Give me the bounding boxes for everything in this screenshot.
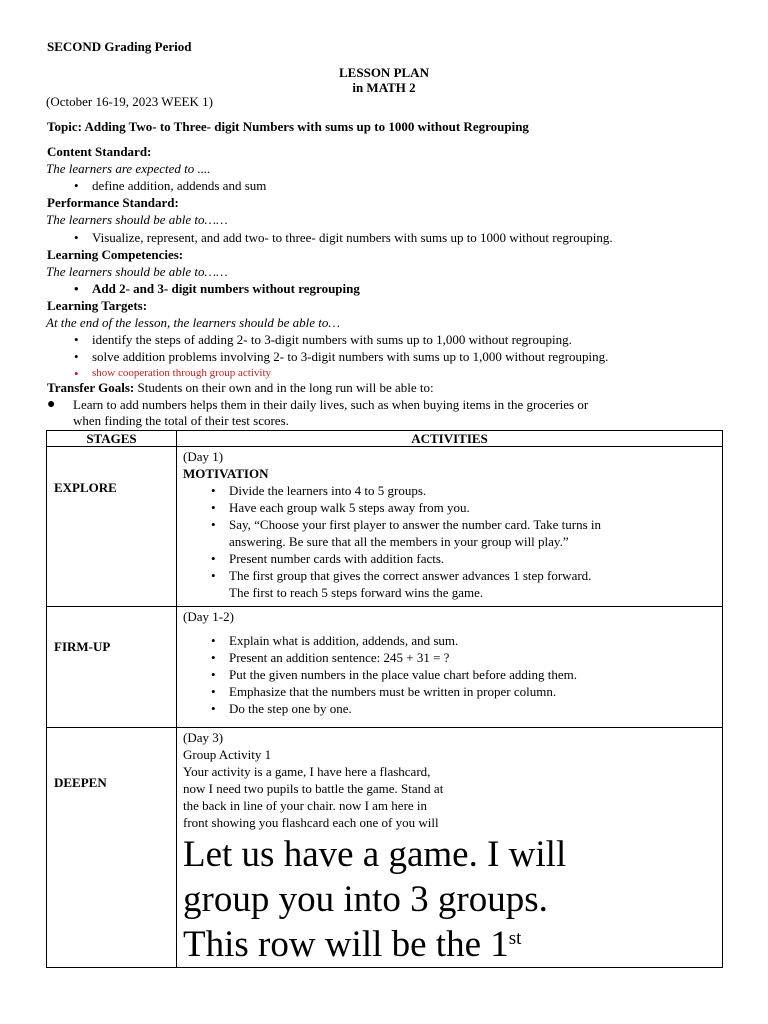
list-item: • Present number cards with addition facts. <box>207 550 746 567</box>
performance-standard-intro: The learners should be able to…… <box>46 212 228 227</box>
list-item: • Divide the learners into 4 to 5 groups. <box>207 482 746 499</box>
explore-list <box>207 482 746 601</box>
activities-header: ACTIVITIES <box>177 431 723 447</box>
table-row <box>47 728 723 968</box>
group-activity-label: Group Activity 1 <box>183 747 272 762</box>
list-item: • Emphasize that the numbers must be written in proper column. <box>207 683 746 700</box>
learning-targets-intro: At the end of the lesson, the learners should be able to… <box>46 315 340 330</box>
list-item: • The first group that gives the correct answer advances 1 step forward. The first to reach 5 steps forward wins the game. <box>207 567 746 601</box>
day-label: (Day 1-2) <box>183 609 234 624</box>
learning-competencies-intro: The learners should be able to…… <box>46 264 228 279</box>
learning-targets-list <box>70 331 608 382</box>
title-line-2: in MATH 2 <box>352 80 416 95</box>
table-header-row <box>47 431 723 447</box>
deepen-line: now I need two pupils to battle the game. Stand at <box>183 781 444 796</box>
stage-deepen: DEEPEN <box>54 775 107 790</box>
day-label: (Day 1) <box>183 449 224 464</box>
title-line-1: LESSON PLAN <box>339 65 429 80</box>
transfer-goals-text: Students on their own and in the long run will be able to: <box>134 380 434 395</box>
performance-standard-heading: Performance Standard: <box>47 195 179 210</box>
stage-cell <box>47 728 177 968</box>
deepen-line: front showing you flashcard each one of you will <box>183 815 439 830</box>
transfer-goal-line-1: Learn to add numbers helps them in their daily lives, such as when buying items in the groceries or <box>73 397 589 412</box>
table-row <box>47 447 723 607</box>
big-text <box>183 832 722 967</box>
list-item: • define addition, addends and sum <box>70 177 266 194</box>
list-item: • Put the given numbers in the place value chart before adding them. <box>207 666 746 683</box>
list-item: • Add 2- and 3- digit numbers without regrouping <box>70 280 360 297</box>
content-standard-intro: The learners are expected to .... <box>46 161 211 176</box>
list-item: • show cooperation through group activity <box>70 365 608 382</box>
date-line: (October 16-19, 2023 WEEK 1) <box>46 94 213 109</box>
stage-cell <box>47 607 177 728</box>
stage-firm-up: FIRM-UP <box>54 639 111 654</box>
table-row <box>47 607 723 728</box>
big-text-line: group you into 3 groups. <box>183 879 548 920</box>
list-item: • Explain what is addition, addends, and sum. <box>207 632 746 649</box>
performance-standard-list <box>70 229 613 246</box>
list-item: • Visualize, represent, and add two- to three- digit numbers with sums up to 1000 without regrouping. <box>70 229 613 246</box>
topic: Topic: Adding Two- to Three- digit Numbers with sums up to 1000 without Regrouping <box>47 119 529 134</box>
learning-competencies-heading: Learning Competencies: <box>47 247 184 262</box>
big-text-line: Let us have a game. I will <box>183 834 567 875</box>
list-item: • Say, “Choose your first player to answer the number card. Take turns in answering. Be sure that all the members in your group will play.” <box>207 516 746 550</box>
day-label: (Day 3) <box>183 730 224 745</box>
activity-cell <box>177 728 723 968</box>
deepen-line: the back in line of your chair. now I am here in <box>183 798 428 813</box>
list-item: • Do the step one by one. <box>207 700 746 717</box>
stages-header: STAGES <box>47 431 177 447</box>
transfer-goals <box>47 379 434 396</box>
transfer-goal-line-2: when finding the total of their test scores. <box>73 413 289 428</box>
big-text-line: This row will be the 1st <box>183 924 522 965</box>
deepen-line: Your activity is a game, I have here a flashcard, <box>183 764 431 779</box>
learning-competencies-list <box>70 280 360 297</box>
list-item: • solve addition problems involving 2- to 3-digit numbers with sums up to 1,000 without regrouping. <box>70 348 608 365</box>
stage-explore: EXPLORE <box>54 480 117 495</box>
stage-cell <box>47 447 177 607</box>
activities-table <box>46 430 723 968</box>
content-standard-list <box>70 177 266 194</box>
activity-cell <box>177 447 723 607</box>
list-item: • Present an addition sentence: 245 + 31 = ? <box>207 649 746 666</box>
activity-cell <box>177 607 723 728</box>
transfer-goals-heading: Transfer Goals: <box>47 380 135 395</box>
superscript: st <box>508 928 522 949</box>
list-item: • identify the steps of adding 2- to 3-digit numbers with sums up to 1,000 without regrouping. <box>70 331 608 348</box>
grading-period: SECOND Grading Period <box>47 39 192 54</box>
content-standard-heading: Content Standard: <box>47 144 152 159</box>
learning-targets-heading: Learning Targets: <box>47 298 148 313</box>
firm-up-list <box>207 632 746 717</box>
list-item: • Have each group walk 5 steps away from you. <box>207 499 746 516</box>
bullet-icon: ● <box>47 397 56 412</box>
motivation-heading: MOTIVATION <box>183 466 269 481</box>
